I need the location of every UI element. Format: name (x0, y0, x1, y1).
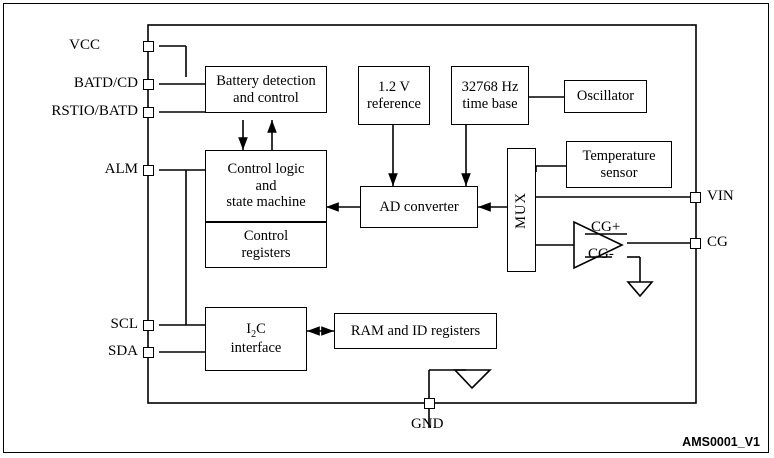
block-reference (358, 66, 430, 125)
block-registers-line2: registers (241, 245, 291, 261)
block-battery-detection (205, 66, 327, 113)
block-mux-label: MUX (513, 191, 530, 229)
block-oscillator-label: Oscillator (576, 88, 635, 105)
block-time-base (451, 66, 529, 125)
pin-sda (143, 347, 154, 358)
block-ram-id-registers (334, 313, 497, 349)
pin-alm (143, 165, 154, 176)
pin-label-batd-cd: BATD/CD (73, 75, 138, 91)
block-temperature-sensor (566, 141, 672, 188)
block-control-logic (205, 150, 327, 222)
block-control-line3: state machine (226, 194, 306, 211)
block-oscillator (564, 80, 647, 113)
net-label-cg-plus: CG+ (591, 219, 621, 235)
pin-gnd (424, 398, 435, 409)
pin-scl (143, 320, 154, 331)
block-control-registers (205, 222, 327, 268)
pin-batd-cd (143, 79, 154, 90)
block-reference-line1: 1.2 V (378, 78, 410, 95)
pin-label-sda: SDA (107, 343, 138, 359)
block-timebase-line1: 32768 Hz (461, 78, 519, 95)
block-i2c-post: C (256, 320, 266, 337)
block-battery-line2: and control (233, 89, 299, 106)
pin-label-rstio-batd: RSTIO/BATD (51, 103, 138, 119)
block-i2c-line2: interface (230, 340, 282, 357)
block-temp-line1: Temperature (582, 147, 656, 164)
block-registers-line1: Control (243, 228, 289, 245)
block-ram-label: RAM and ID registers (350, 322, 481, 339)
block-i2c-pre: I (246, 320, 252, 337)
block-timebase-line2: time base (462, 95, 518, 112)
pin-vin (690, 192, 701, 203)
pin-vcc (143, 41, 154, 52)
block-control-line1: Control logic (227, 160, 305, 177)
pin-cg (690, 238, 701, 249)
block-reference-line2: reference (367, 95, 421, 112)
pin-label-vin: VIN (707, 188, 734, 204)
block-battery-line1: Battery detection (216, 72, 316, 89)
net-label-cg-minus: CG- (588, 246, 614, 262)
block-mux (507, 148, 536, 272)
pin-label-alm: ALM (104, 161, 138, 177)
pin-label-scl: SCL (110, 316, 138, 332)
block-temp-line2: sensor (600, 164, 638, 181)
pin-label-cg: CG (707, 234, 728, 250)
pin-label-gnd: GND (411, 416, 444, 432)
block-ad-converter (360, 186, 478, 228)
block-adc-label: AD converter (379, 198, 459, 215)
block-i2c-sub: 2 (251, 328, 257, 340)
pin-label-vcc: VCC (69, 37, 100, 53)
block-i2c-interface (205, 307, 307, 371)
pin-rstio-batd (143, 107, 154, 118)
block-control-line2: and (255, 177, 277, 194)
diagram-title: AMS0001_V1 (682, 435, 760, 449)
